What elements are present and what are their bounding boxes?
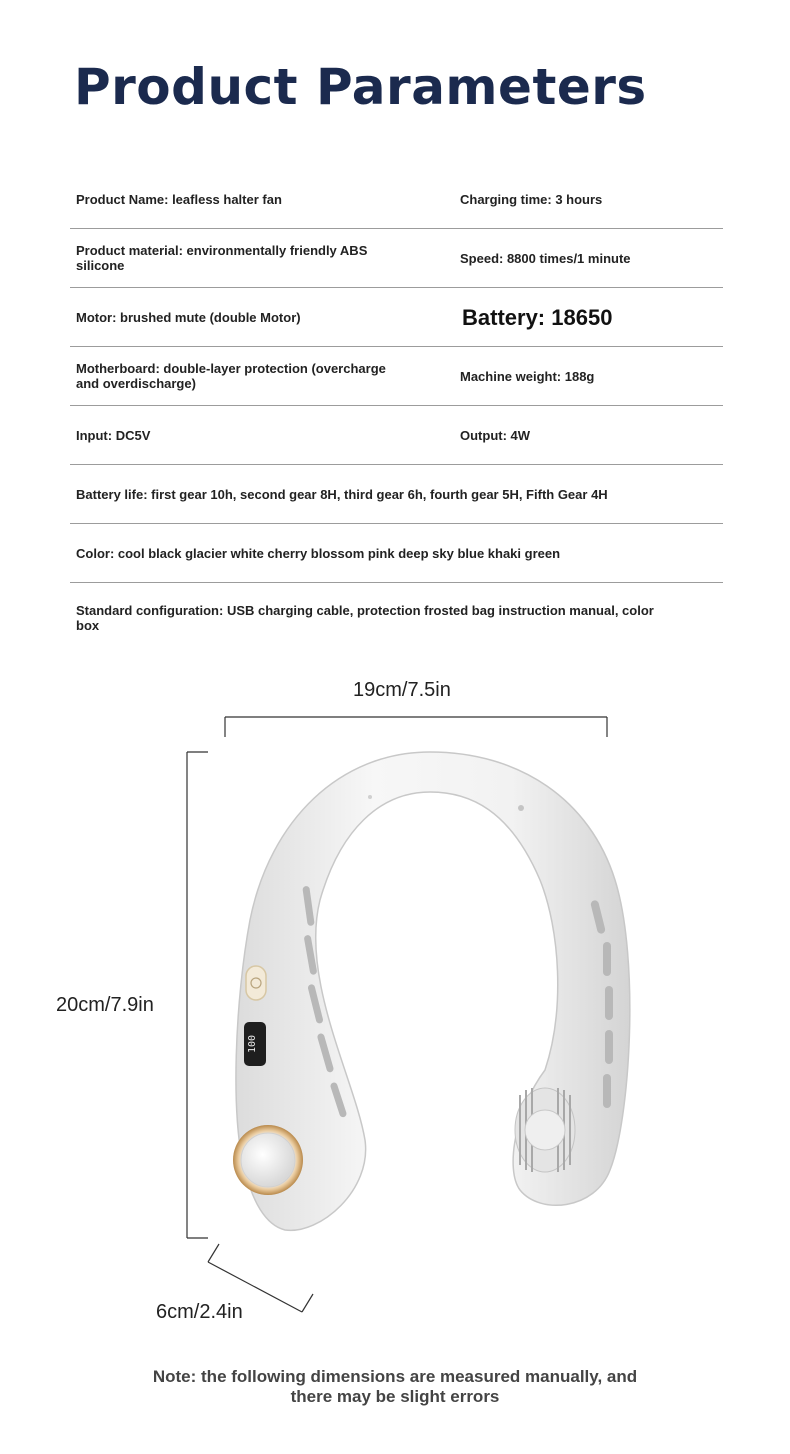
product-material-cell: Product material: environmentally friendly ABS silicone (76, 243, 368, 273)
page-title: Product Parameters (74, 58, 647, 116)
motherboard-cell: Motherboard: double-layer protection (overcharge and overdischarge) (76, 361, 386, 391)
width-dimension-line (225, 717, 607, 737)
note-line-2: there may be slight errors (290, 1387, 500, 1406)
digital-display (244, 1022, 266, 1066)
battery-cell: Battery: 18650 (462, 304, 613, 330)
height-dimension-line (187, 752, 208, 1238)
battery-life-cell: Battery life: first gear 10h, second gear 8H, third gear 6h, fourth gear 5H, Fifth Gear 4H (76, 486, 608, 502)
width-dimension-label: 19cm/7.5in (353, 679, 451, 701)
charging-time-cell: Charging time: 3 hours (460, 191, 603, 207)
display-readout: 100 (247, 1034, 258, 1054)
height-dimension-label: 20cm/7.9in (56, 994, 154, 1016)
measurement-note (0, 1367, 790, 1407)
power-button-icon (246, 966, 266, 1000)
motor-cell: Motor: brushed mute (double Motor) (76, 309, 301, 325)
neck-fan-image (233, 752, 630, 1230)
fan-grille-icon (515, 1088, 575, 1172)
color-cell: Color: cool black glacier white cherry blossom pink deep sky blue khaki green (76, 545, 561, 561)
depth-dimension-label: 6cm/2.4in (156, 1301, 243, 1323)
machine-weight-cell: Machine weight: 188g (460, 368, 595, 384)
product-name-cell: Product Name: leafless halter fan (76, 191, 282, 207)
speed-cell: Speed: 8800 times/1 minute (460, 250, 631, 266)
gold-knob-icon (233, 1125, 303, 1195)
note-line-1: Note: the following dimensions are measured manually, and (152, 1367, 638, 1386)
output-cell: Output: 4W (460, 427, 531, 443)
input-cell: Input: DC5V (76, 427, 151, 443)
standard-configuration-cell: Standard configuration: USB charging cable, protection frosted bag instruction manual, color box (76, 603, 654, 633)
